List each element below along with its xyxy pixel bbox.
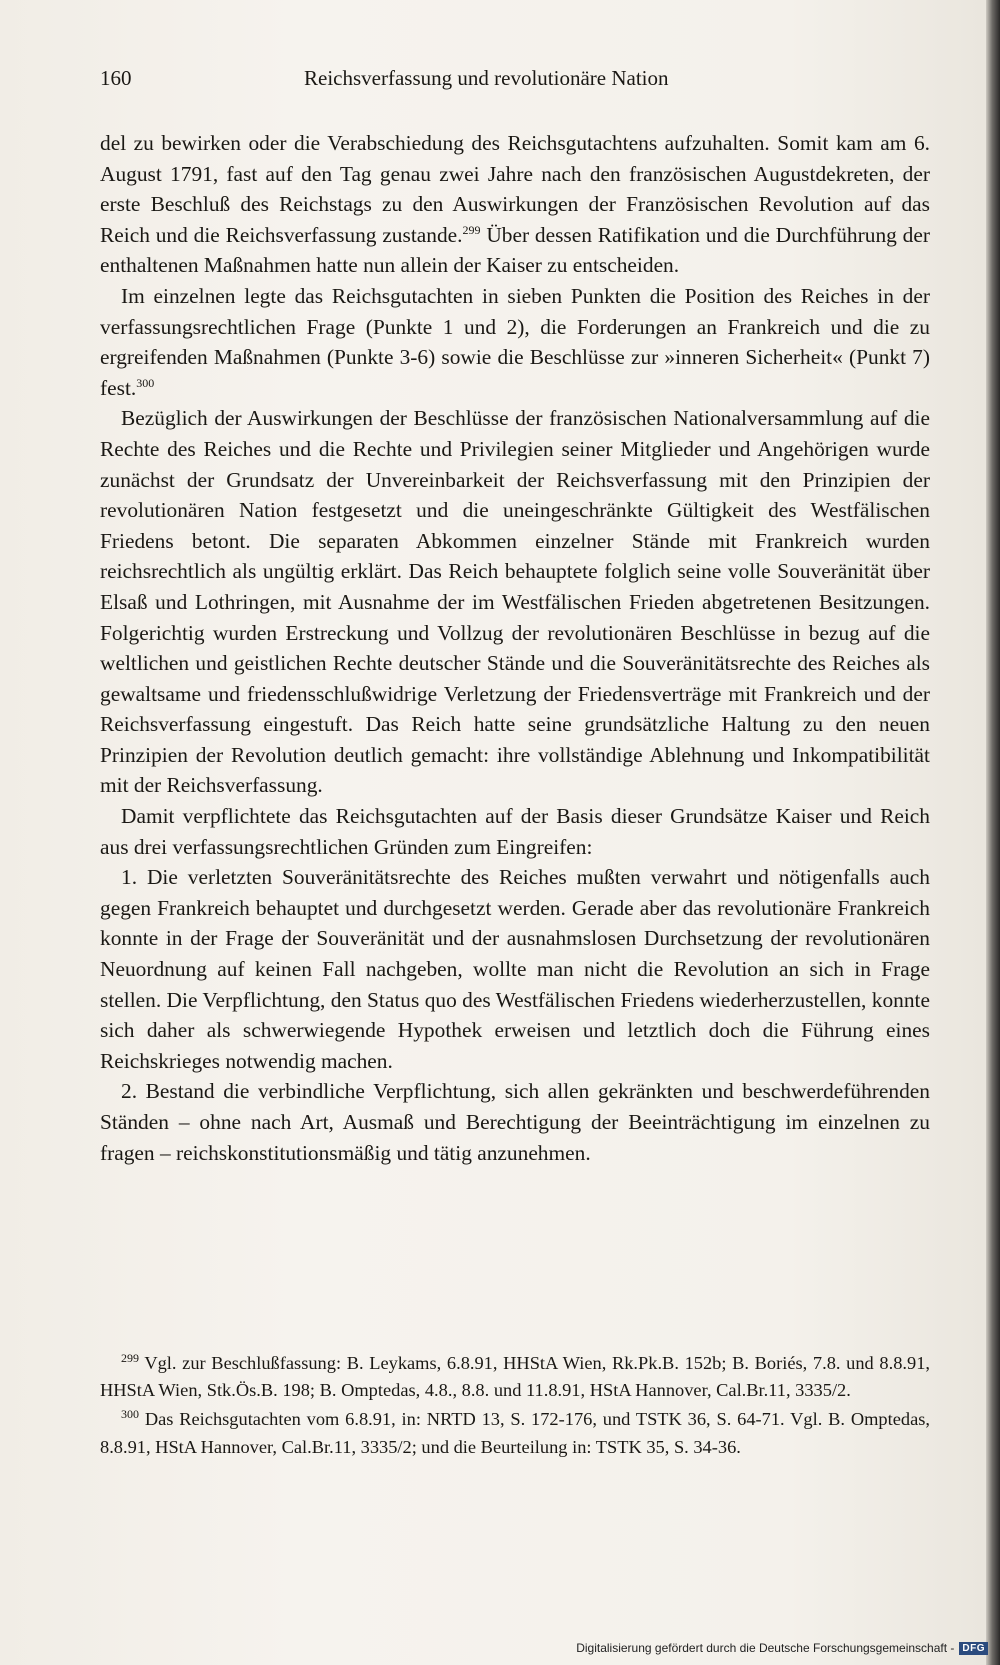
paragraph: 2. Bestand die verbindliche Verpflichtung, sich allen gekränkten und beschwerdeführenden Ständen – ohne nach Art, Ausmaß und Berechtigung der Beeinträchtigung im einzelnen zu fragen – reichskonstitutionsmäßig und tätig anzunehmen. [100,1079,930,1165]
footnote: $^{299}$ Vgl. zur Beschlußfassung: B. Leykams, 6.8.91, HHStA Wien, Rk.Pk.B. 152b; B. Boriés, 7.8. und 8.8.91, HHStA Wien, Stk.Ös.B. 198; B. Omptedas, 4.8., 8.8. und 11.8.91, HStA Hannover, Cal.Br.11, 3335/2. [100,1351,930,1401]
digitization-footer [576,1641,988,1655]
footnote-ref-299: 299 [462,222,481,237]
running-title: Reichsverfassung und revolutionäre Nation [304,66,669,90]
page-number: 160 [100,66,132,90]
footnote-number: 299 [121,1351,139,1365]
footnote: $^{300}$ Das Reichsgutachten vom 6.8.91, in: NRTD 13, S. 172-176, und TSTK 36, S. 64-71. Vgl. B. Omptedas, 8.8.91, HStA Hannover, Cal.Br.11, 3335/2; und die Beurteilung in: TSTK 35, S. 34-36. [100,1407,930,1457]
paragraph: Im einzelnen legte das Reichsgutachten in sieben Punkten die Position des Reiches in der verfassungsrechtlichen Frage (Punkte 1 und 2), die Forderungen an Frankreich und die zu ergreifenden Maßnahmen (Punkte 3-6) sowie die Beschlüsse zur »inneren Sicherheit« (Punkt 7) fest.$^{300}$ [100,283,930,400]
footnotes [100,1350,930,1463]
dfg-logo: DFG [959,1642,988,1655]
paragraph: Bezüglich der Auswirkungen der Beschlüsse der französischen Nationalversammlung auf die Rechte des Reiches und die Rechte und Privilegien seiner Mitglieder und Angehörigen wurde zunächst der Grundsatz der Unvereinbarkeit der Reichsverfassung mit den Prinzipien der revolutionären Nation festgesetzt und die uneingeschränkte Gültigkeit des Westfälischen Friedens betont. Die separaten Abkommen einzelner Stände mit Frankreich wurden reichsrechtlich als ungültig erklärt. Das Reich behauptete folglich seine volle Souveränität über Elsaß und Lothringen, mit Ausnahme der im Westfälischen Frieden abgetretenen Besitzungen. Folgerichtig wurden Erstreckung und Vollzug der revolutionären Beschlüsse in bezug auf die weltlichen und geistlichen Rechte deutscher Stände und die Souveränitätsrechte des Reiches als gewaltsame und friedensschlußwidrige Verletzung der Friedensverträge mit Frankreich und der Reichsverfassung eingestuft. Das Reich hatte seine grundsätzliche Haltung zu den neuen Prinzipien der Revolution deutlich gemacht: ihre vollständige Ablehnung und Inkompatibilität mit der Reichsverfassung. [100,406,930,798]
paragraph: 1. Die verletzten Souveränitätsrechte des Reiches mußten verwahrt und nötigenfalls auch gegen Frankreich behauptet und durchgesetzt werden. Gerade aber das revolutionäre Frankreich konnte in der Frage der Souveränität und der ausnahmslosen Durchsetzung der revolutionären Neuordnung auf keinen Fall nachgeben, wollte man nicht die Revolution an sich in Frage stellen. Die Verpflichtung, den Status quo des Westfälischen Friedens wiederherzustellen, konnte sich daher als schwerwiegende Hypothek erweisen und letztlich doch die Führung eines Reichskrieges notwendig machen. [100,865,930,1073]
page-header [100,66,930,100]
page-edge-shadow [986,0,1000,1665]
footer-text: Digitalisierung gefördert durch die Deutsche Forschungsgemeinschaft - [576,1641,955,1655]
footnote-ref-300: 300 [136,375,155,390]
footnote-number: 300 [121,1407,139,1422]
paragraph: del zu bewirken oder die Verabschiedung des Reichsgutachtens aufzuhalten. Somit kam am 6. August 1791, fast auf den Tag genau zwei Jahre nach den französischen Augustdekreten, der erste Beschluß des Reichstags zu den Auswirkungen der Französischen Revolution auf das Reich und die Reichsverfassung zustande.$^{299}$ Über dessen Ratifikation und die Durchführung der enthaltenen Maßnahmen hatte nun allein der Kaiser zu entscheiden. [100,131,930,278]
paragraph: Damit verpflichtete das Reichsgutachten auf der Basis dieser Grundsätze Kaiser und Reich aus drei verfassungsrechtlichen Gründen zum Eingreifen: [100,804,930,859]
body-text [100,128,930,1168]
